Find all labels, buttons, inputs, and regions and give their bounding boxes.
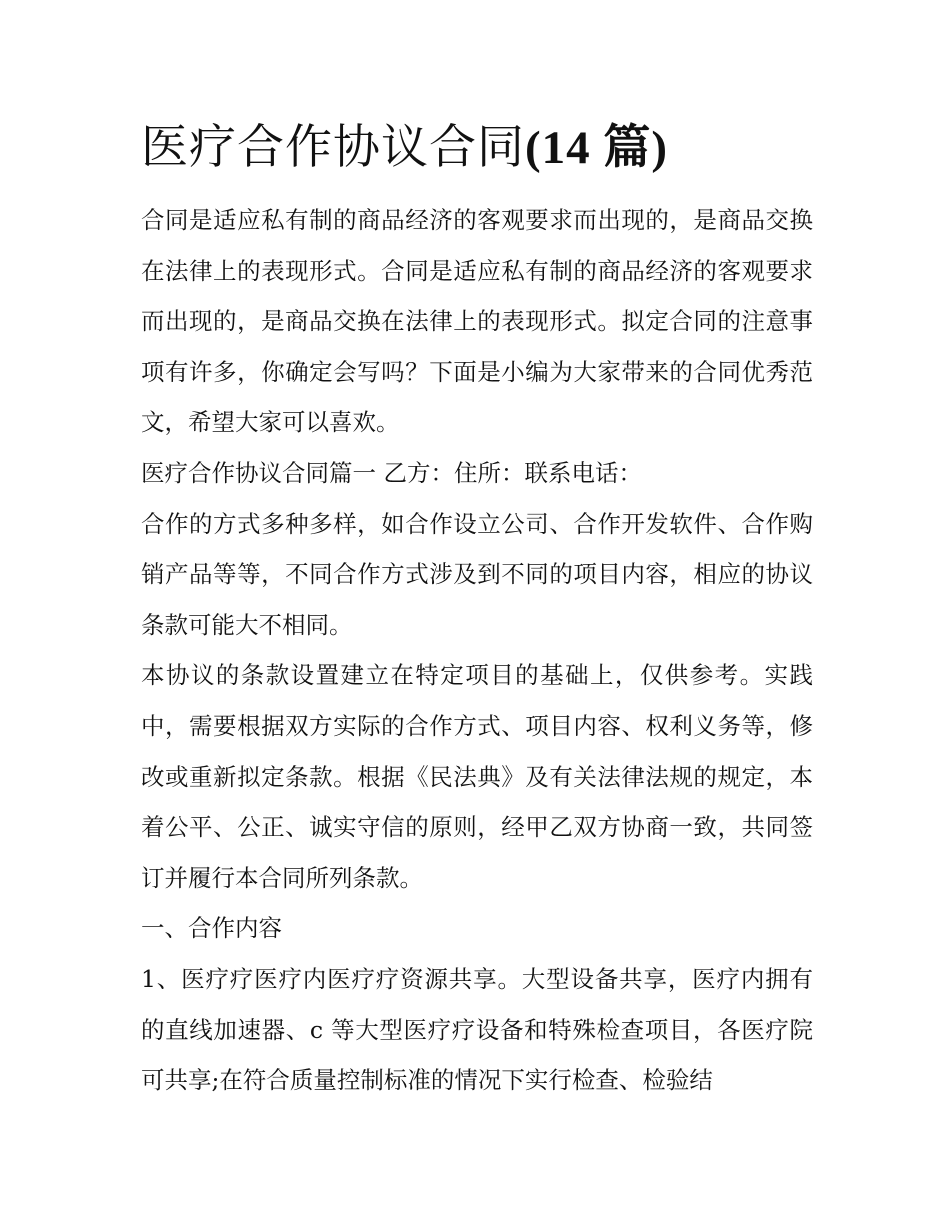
title-text: 医疗合作协议合同 (141, 120, 525, 175)
title-count: (14 篇) (525, 122, 669, 174)
agreement-basis-paragraph: 本协议的条款设置建立在特定项目的基础上，仅供参考。实践中，需要根据双方实际的合作方式、项目内容、权利义务等，修改或重新拟定条款。根据《民法典》及有关法律法规的规定，本着公平、公正、诚实守信的原则，经甲乙双方协商一致，共同签订并履行本合同所列条款。 (141, 661, 813, 892)
intro-paragraph: 合同是适应私有制的商品经济的客观要求而出现的，是商品交换在法律上的表现形式。合同是适应私有制的商品经济的客观要求而出现的，是商品交换在法律上的表现形式。拟定合同的注意事项有许多，你确定会写吗？下面是小编为大家带来的合同优秀范文，希望大家可以喜欢。 (141, 206, 813, 437)
clause-1-paragraph: 1、医疗疗医疗内医疗疗资源共享。大型设备共享，医疗内拥有的直线加速器、c 等大型医疗疗设备和特殊检查项目，各医疗院可共享;在符合质量控制标准的情况下实行检查、检验结 (141, 964, 813, 1095)
document-body (141, 112, 813, 1106)
section-heading-cooperation-content: 一、合作内容 (141, 914, 282, 943)
cooperation-methods-paragraph: 合作的方式多种多样，如合作设立公司、合作开发软件、合作购销产品等等，不同合作方式涉及到不同的项目内容，相应的协议条款可能大不相同。 (141, 509, 813, 639)
document-title (141, 112, 813, 184)
section-heading-part-one: 医疗合作协议合同篇一 乙方：住所：联系电话： (141, 458, 642, 487)
